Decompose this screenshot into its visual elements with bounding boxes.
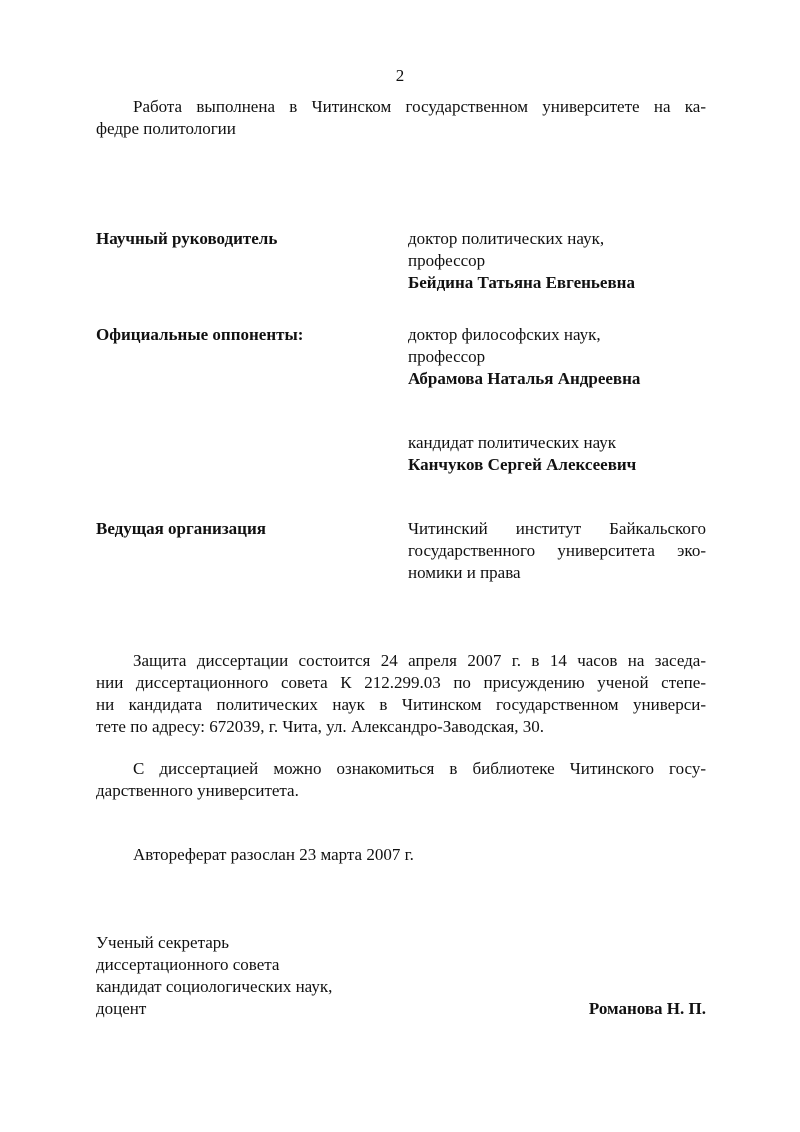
opponent-first-title: профессор: [408, 347, 486, 366]
opponent-second-name: Канчуков Сергей Алексеевич: [408, 455, 637, 474]
secretary-line-4: доцент: [96, 999, 147, 1018]
defense-line-1: Защита диссертации состоится 24 апреля 2007 г. в 14 часов на заседа-: [133, 651, 706, 670]
leading-org-label: Ведущая организация: [96, 519, 266, 538]
library-line-2: дарственного университета.: [96, 781, 299, 800]
leading-org-line-1: Читинский институт Байкальского: [408, 519, 706, 538]
defense-line-2: нии диссертационного совета К 212.299.03 по присуждению ученой степе-: [96, 673, 706, 692]
library-line-1: С диссертацией можно ознакомиться в библиотеке Читинского госу-: [133, 759, 706, 778]
secretary-line-1: Ученый секретарь: [96, 933, 230, 952]
secretary-name: Романова Н. П.: [588, 999, 706, 1018]
mailed-line: Автореферат разослан 23 марта 2007 г.: [133, 845, 414, 864]
supervisor-title: профессор: [408, 251, 486, 270]
supervisor-degree: доктор политических наук,: [408, 229, 605, 248]
library-paragraph: [96, 758, 706, 802]
defense-line-4: тете по адресу: 672039, г. Чита, ул. Александро-Заводская, 30.: [96, 717, 545, 736]
secretary-block: [96, 932, 332, 1020]
secretary-line-3: кандидат социологических наук,: [96, 977, 333, 996]
supervisor-details: [408, 228, 706, 294]
leading-org-line-3: номики и права: [408, 563, 521, 582]
supervisor-name: Бейдина Татьяна Евгеньевна: [408, 273, 635, 292]
leading-org-details: [408, 518, 706, 584]
leading-org-line-2: государственного университета эко-: [408, 541, 706, 560]
defense-paragraph: [96, 650, 706, 738]
opponent-second-details: [408, 432, 706, 476]
intro-paragraph: [96, 96, 706, 140]
opponents-label: Официальные оппоненты:: [96, 325, 304, 344]
defense-line-3: ни кандидата политических наук в Читинском государственном универси-: [96, 695, 706, 714]
intro-line-1: Работа выполнена в Читинском государственном университете на ка-: [133, 97, 706, 116]
intro-line-2: федре политологии: [96, 119, 236, 138]
mailed-paragraph: [96, 844, 706, 866]
secretary-line-2: диссертационного совета: [96, 955, 280, 974]
opponent-first-degree: доктор философских наук,: [408, 325, 601, 344]
supervisor-label: Научный руководитель: [96, 229, 278, 248]
page-number: 2: [395, 66, 405, 85]
opponent-first-name: Абрамова Наталья Андреевна: [408, 369, 641, 388]
opponent-first-details: [408, 324, 706, 390]
opponent-second-degree: кандидат политических наук: [408, 433, 617, 452]
